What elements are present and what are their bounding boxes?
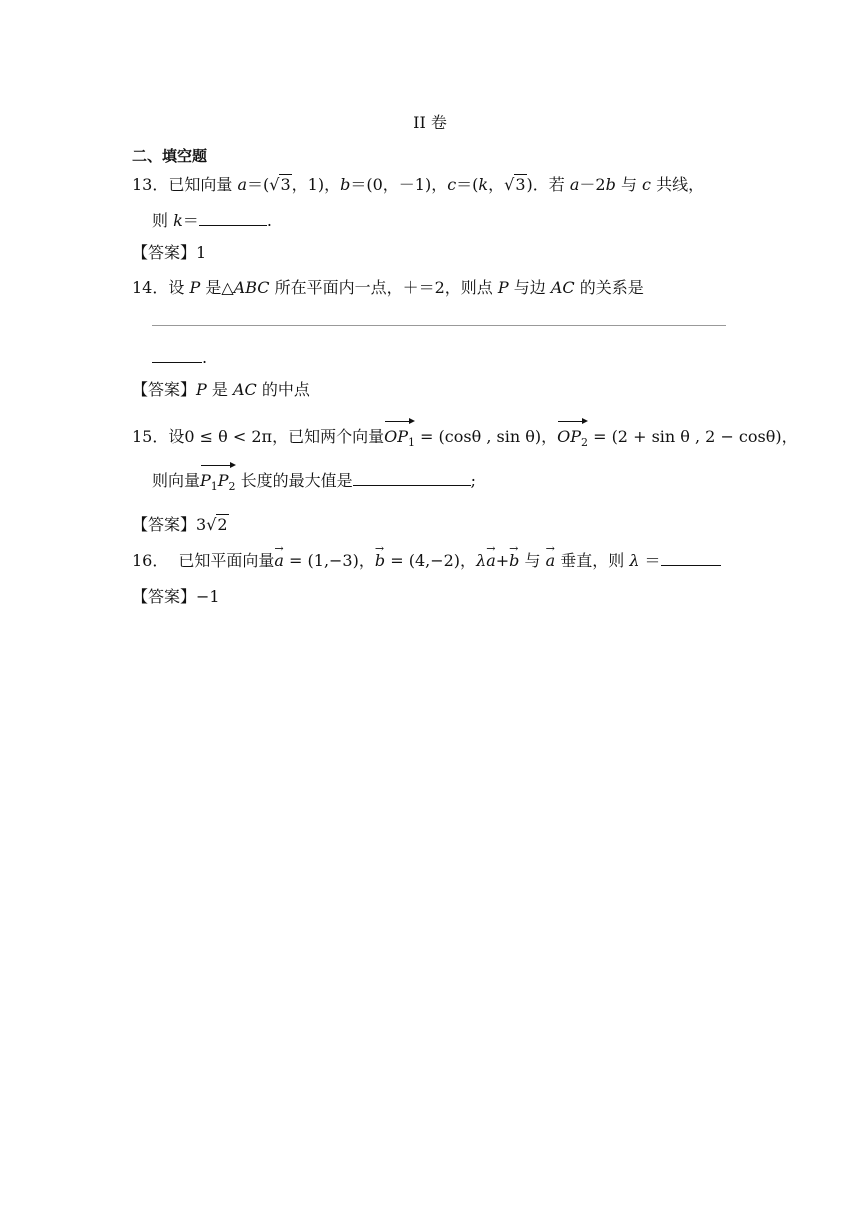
vector-a: → a	[546, 550, 556, 572]
answer-label: 【答案】	[132, 380, 197, 399]
q15-text: ;	[470, 471, 477, 490]
answer-blank	[199, 211, 267, 226]
question-13-line-2	[152, 210, 272, 232]
q13-text: .	[266, 211, 272, 230]
q16-text: ，	[358, 551, 375, 570]
answer-var: AC	[232, 380, 257, 399]
q13-var: c	[447, 175, 457, 194]
q13-var: b	[340, 175, 351, 194]
q13-var: b	[605, 175, 616, 194]
sqrt-symbol: √3	[269, 175, 291, 194]
q13-var: c	[642, 175, 652, 194]
q14-text: 与边	[508, 278, 551, 297]
q14-number: 14．	[132, 278, 169, 297]
q16-text: 已知平面向量	[178, 551, 275, 570]
answer-text: 的中点	[256, 380, 310, 399]
vector-name: P	[217, 471, 229, 490]
sqrt-symbol: √2	[206, 515, 228, 534]
q14-var: AC	[550, 278, 575, 297]
vector-b: → b	[375, 550, 385, 572]
q13-var: k	[173, 211, 183, 230]
answer-13	[132, 242, 206, 264]
answer-15	[132, 514, 229, 536]
q14-text: .	[202, 348, 208, 367]
q16-text: 垂直，则	[555, 551, 630, 570]
vector-a: → a	[486, 550, 496, 572]
q13-text: 则	[152, 211, 174, 230]
answer-label: 【答案】	[132, 243, 197, 262]
sqrt-radicand: 3	[515, 175, 526, 194]
vector-subscript: 2	[228, 480, 236, 494]
q14-text: 所在平面内一点，＋＝2，则点	[269, 278, 498, 297]
sqrt-radicand: 2	[217, 515, 228, 534]
q13-var: a	[569, 175, 580, 194]
q13-var: a	[237, 175, 248, 194]
q15-text: ，	[541, 427, 558, 446]
lambda-symbol: λ	[629, 551, 640, 570]
q16-text: 与	[519, 551, 546, 570]
answer-16	[132, 586, 220, 608]
q14-text: 是△	[200, 278, 234, 297]
vector-arrow-icon	[557, 418, 588, 426]
lambda-symbol: λ	[476, 551, 487, 570]
answer-label: 【答案】	[132, 587, 197, 606]
q15-inequality: 0 ≤ θ < 2π	[184, 427, 273, 446]
vector-name: OP	[557, 427, 581, 446]
vector-a: → a	[274, 550, 284, 572]
vector-b: → b	[509, 550, 519, 572]
sqrt-symbol: √3	[504, 175, 526, 194]
vector-p1p2	[200, 470, 236, 498]
q14-var: P	[189, 278, 201, 297]
q14-var: P	[497, 278, 509, 297]
q16-text: +	[495, 551, 510, 570]
q15-text: 设	[168, 427, 185, 446]
q16-text: ，	[460, 551, 477, 570]
q13-text: ，	[488, 175, 505, 194]
question-16	[132, 550, 721, 572]
vector-arrow-icon	[200, 462, 236, 470]
q14-text: 设	[168, 278, 190, 297]
answer-14	[132, 379, 310, 401]
q14-var: ABC	[233, 278, 270, 297]
q16-expression: = (4,−2)	[385, 551, 461, 570]
vector-name: OP	[384, 427, 408, 446]
answer-value: 1	[196, 243, 207, 262]
q15-text: ，已知两个向量	[272, 427, 385, 446]
q13-text: ＝(	[456, 175, 479, 194]
answer-value: −1	[196, 587, 220, 606]
question-14-line-3	[152, 347, 207, 369]
q15-text: 则向量	[152, 471, 201, 490]
answer-blank-line	[152, 325, 726, 326]
q15-expression: = (2 + sin θ , 2 − cosθ)	[587, 427, 782, 446]
vector-name: P	[200, 471, 211, 490]
q16-expression: = (1,−3)	[283, 551, 359, 570]
q15-expression: = (cosθ , sin θ)	[414, 427, 542, 446]
vector-arrow-icon	[384, 418, 415, 426]
q13-text: 共线，	[651, 175, 705, 194]
q15-text: ，	[781, 427, 798, 446]
question-15-line-2	[152, 470, 476, 498]
answer-text: 是	[206, 380, 233, 399]
q13-text: ，1)，	[291, 175, 341, 194]
q13-var: k	[478, 175, 489, 194]
q16-text: ＝	[639, 551, 661, 570]
q15-text: 长度的最大值是	[235, 471, 353, 490]
sqrt-radicand: 3	[280, 175, 291, 194]
answer-blank	[661, 551, 721, 566]
question-15-line-1	[132, 426, 798, 454]
vector-subscript: 2	[580, 436, 588, 450]
q13-text: ＝(0，－1)，	[350, 175, 448, 194]
vector-op2	[557, 426, 588, 454]
page-title: II 卷	[413, 113, 447, 132]
q15-number: 15．	[132, 427, 169, 446]
q13-text: 与	[615, 175, 643, 194]
question-14-line-1	[132, 277, 644, 299]
vector-subscript: 1	[210, 480, 218, 494]
vector-subscript: 1	[407, 436, 415, 450]
q13-number: 13．	[132, 175, 169, 194]
section-heading: 二、填空题	[132, 147, 208, 165]
q13-text: )．若	[526, 175, 570, 194]
answer-var: P	[196, 380, 207, 399]
answer-blank	[353, 471, 471, 486]
answer-label: 【答案】	[132, 515, 197, 534]
q14-text: 的关系是	[574, 278, 644, 297]
q13-text: ＝(	[247, 175, 270, 194]
q16-number: 16．	[132, 551, 169, 570]
question-13-line-1	[132, 174, 704, 196]
q13-text: －2	[579, 175, 606, 194]
answer-blank	[152, 348, 202, 363]
answer-value: 3	[196, 515, 207, 534]
vector-op1	[384, 426, 415, 454]
q13-text: ＝	[182, 211, 199, 230]
q13-text: 已知向量	[168, 175, 238, 194]
